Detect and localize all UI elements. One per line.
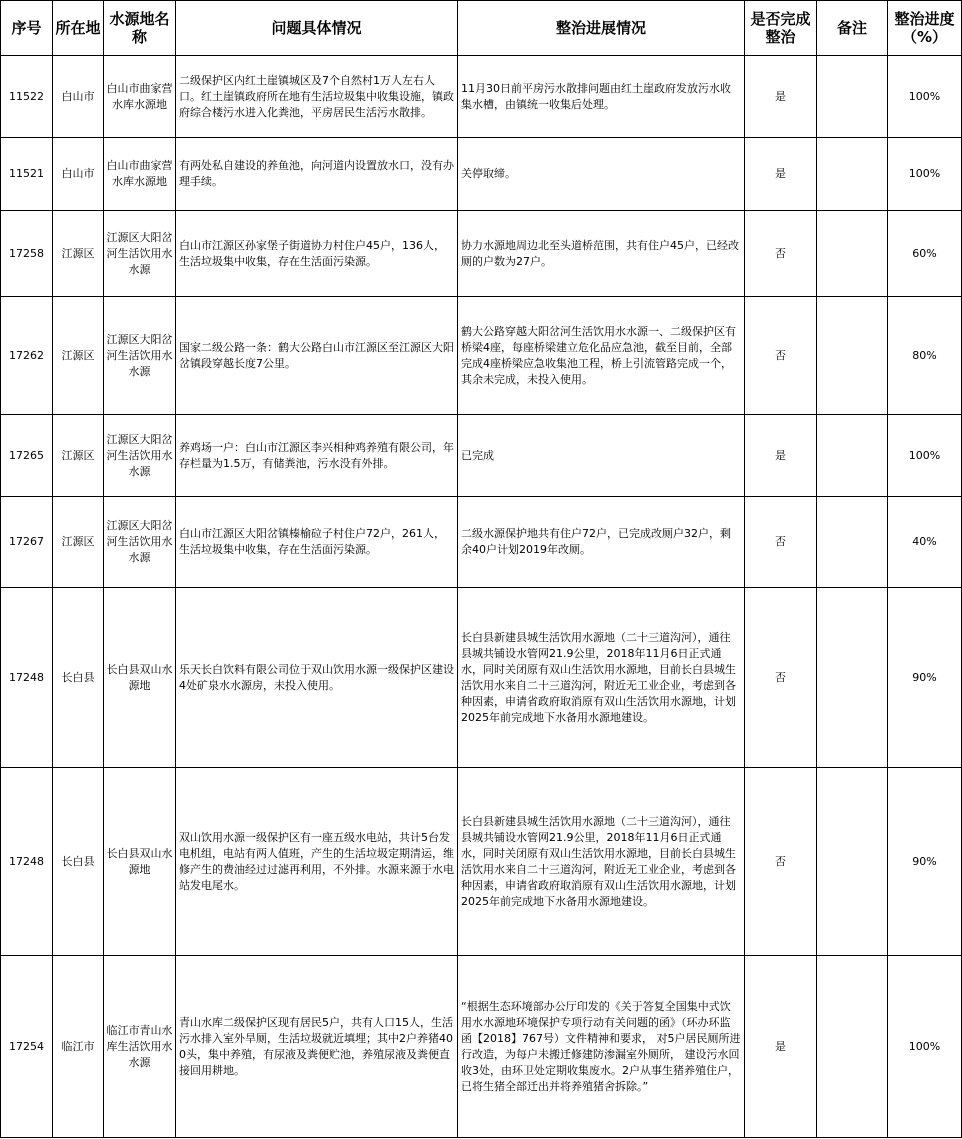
cell-seq: 17248 <box>1 588 53 768</box>
cell-percent: 90% <box>888 768 962 956</box>
header-row <box>1 1 962 56</box>
cell-percent: 90% <box>888 588 962 768</box>
cell-seq: 17258 <box>1 211 53 297</box>
cell-progress: 已完成 <box>458 415 745 497</box>
cell-completed: 是 <box>745 415 817 497</box>
table-row <box>1 588 962 768</box>
header-source-name: 水源地名称 <box>104 1 176 56</box>
header-progress: 整治进展情况 <box>458 1 745 56</box>
table-row <box>1 768 962 956</box>
cell-progress: 关停取缔。 <box>458 138 745 211</box>
cell-progress: 长白县新建县城生活饮用水源地（二十三道沟河），通往县城共铺设水管网21.9公里，2018年11月6日正式通水，同时关闭原有双山生活饮用水源地，目前长白县城生活饮用水来自二十三道沟河，附近无工业企业，考虑到各种因素，申请省政府取消原有双山生活饮用水源地，计划2025年前完成地下水备用水源地建设。 <box>458 588 745 768</box>
cell-seq: 11522 <box>1 56 53 138</box>
cell-location: 江源区 <box>53 415 104 497</box>
cell-progress: 协力水源地周边北至头道桥范围，共有住户45户，已经改厕的户数为27户。 <box>458 211 745 297</box>
cell-progress: 鹤大公路穿越大阳岔河生活饮用水水源一、二级保护区有桥梁4座，每座桥梁建立危化品应急池，截至目前，全部完成4座桥梁应急收集池工程，桥上引流管路完成一个，其余未完成，未投入使用。 <box>458 297 745 415</box>
header-note: 备注 <box>817 1 888 56</box>
cell-source-name: 江源区大阳岔河生活饮用水水源 <box>104 415 176 497</box>
cell-progress: 二级水源保护地共有住户72户，已完成改厕户32户，剩余40户计划2019年改厕。 <box>458 497 745 588</box>
cell-note <box>817 415 888 497</box>
table-row <box>1 56 962 138</box>
cell-source-name: 临江市青山水库生活饮用水水源 <box>104 956 176 1138</box>
cell-completed: 否 <box>745 211 817 297</box>
cell-problem: 有两处私自建设的养鱼池，向河道内设置放水口，没有办理手续。 <box>176 138 458 211</box>
cell-note <box>817 138 888 211</box>
cell-completed: 是 <box>745 956 817 1138</box>
cell-source-name: 长白县双山水源地 <box>104 588 176 768</box>
cell-note <box>817 768 888 956</box>
cell-source-name: 白山市曲家营水库水源地 <box>104 56 176 138</box>
header-seq: 序号 <box>1 1 53 56</box>
cell-seq: 17248 <box>1 768 53 956</box>
header-problem: 问题具体情况 <box>176 1 458 56</box>
cell-location: 白山市 <box>53 138 104 211</box>
table-row <box>1 211 962 297</box>
cell-problem: 双山饮用水源一级保护区有一座五级水电站，共计5台发电机组，电站有两人值班，产生的生活垃圾定期清运，维修产生的费油经过过滤再利用，不外排。水源来源于水电站发电尾水。 <box>176 768 458 956</box>
cell-completed: 否 <box>745 588 817 768</box>
cell-percent: 60% <box>888 211 962 297</box>
cell-problem: 白山市江源区孙家堡子街道协力村住户45户，136人，生活垃圾集中收集，存在生活面污染源。 <box>176 211 458 297</box>
cell-completed: 是 <box>745 56 817 138</box>
cell-seq: 17265 <box>1 415 53 497</box>
cell-location: 江源区 <box>53 497 104 588</box>
header-completed: 是否完成整治 <box>745 1 817 56</box>
cell-percent: 40% <box>888 497 962 588</box>
table-row <box>1 956 962 1138</box>
header-percent: 整治进度（%） <box>888 1 962 56</box>
cell-progress: “根据生态环境部办公厅印发的《关于答复全国集中式饮用水水源地环境保护专项行动有关问题的函》（环办环监函【2018】767号）文件精神和要求， 对5户居民厕所进行改造，为每户未搬迁修建防渗漏室外厕所， 建设污水回收3处，由环卫处定期收集废水。2户从事生猪养殖住户，已将生猪全部迁出并将养殖猪舍拆除。” <box>458 956 745 1138</box>
cell-completed: 是 <box>745 138 817 211</box>
cell-note <box>817 297 888 415</box>
cell-progress: 长白县新建县城生活饮用水源地（二十三道沟河），通往县城共铺设水管网21.9公里，2018年11月6日正式通水，同时关闭原有双山生活饮用水源地，目前长白县城生活饮用水来自二十三道沟河，附近无工业企业，考虑到各种因素，申请省政府取消原有双山生活饮用水源地，计划2025年前完成地下水备用水源地建设。 <box>458 768 745 956</box>
cell-percent: 100% <box>888 138 962 211</box>
cell-progress: 11月30日前平房污水散排问题由红土崖政府发放污水收集水槽，由镇统一收集后处理。 <box>458 56 745 138</box>
cell-completed: 否 <box>745 297 817 415</box>
cell-seq: 11521 <box>1 138 53 211</box>
cell-source-name: 江源区大阳岔河生活饮用水水源 <box>104 211 176 297</box>
cell-seq: 17254 <box>1 956 53 1138</box>
cell-percent: 80% <box>888 297 962 415</box>
cell-problem: 白山市江源区大阳岔镇榛榆砬子村住户72户，261人，生活垃圾集中收集，存在生活面污染源。 <box>176 497 458 588</box>
cell-seq: 17267 <box>1 497 53 588</box>
cell-percent: 100% <box>888 956 962 1138</box>
cell-note <box>817 56 888 138</box>
cell-problem: 国家二级公路一条：鹤大公路白山市江源区至江源区大阳岔镇段穿越长度7公里。 <box>176 297 458 415</box>
cell-location: 长白县 <box>53 768 104 956</box>
cell-note <box>817 588 888 768</box>
cell-percent: 100% <box>888 56 962 138</box>
cell-note <box>817 497 888 588</box>
cell-problem: 乐天长白饮料有限公司位于双山饮用水源一级保护区建设4处矿泉水水源房，未投入使用。 <box>176 588 458 768</box>
cell-source-name: 长白县双山水源地 <box>104 768 176 956</box>
header-location: 所在地 <box>53 1 104 56</box>
table-row <box>1 415 962 497</box>
cell-seq: 17262 <box>1 297 53 415</box>
cell-location: 白山市 <box>53 56 104 138</box>
cell-problem: 青山水库二级保护区现有居民5户，共有人口15人，生活污水排入室外旱厕，生活垃圾就近填埋；其中2户养猪400头，集中养殖，有尿液及粪便贮池，养殖尿液及粪便直接回用耕地。 <box>176 956 458 1138</box>
cell-note <box>817 211 888 297</box>
cell-location: 临江市 <box>53 956 104 1138</box>
cell-percent: 100% <box>888 415 962 497</box>
cell-note <box>817 956 888 1138</box>
cell-completed: 否 <box>745 768 817 956</box>
cell-source-name: 江源区大阳岔河生活饮用水水源 <box>104 297 176 415</box>
table-row <box>1 497 962 588</box>
cell-location: 长白县 <box>53 588 104 768</box>
cell-completed: 否 <box>745 497 817 588</box>
table-row <box>1 138 962 211</box>
cell-location: 江源区 <box>53 211 104 297</box>
cell-problem: 二级保护区内红土崖镇城区及7个自然村1万人左右人口。红土崖镇政府所在地有生活垃圾集中收集设施，镇政府综合楼污水进入化粪池，平房居民生活污水散排。 <box>176 56 458 138</box>
cell-source-name: 白山市曲家营水库水源地 <box>104 138 176 211</box>
cell-problem: 养鸡场一户：白山市江源区李兴相种鸡养殖有限公司，年存栏量为1.5万，有储粪池，污水没有外排。 <box>176 415 458 497</box>
cell-location: 江源区 <box>53 297 104 415</box>
table-row <box>1 297 962 415</box>
cell-source-name: 江源区大阳岔河生活饮用水水源 <box>104 497 176 588</box>
